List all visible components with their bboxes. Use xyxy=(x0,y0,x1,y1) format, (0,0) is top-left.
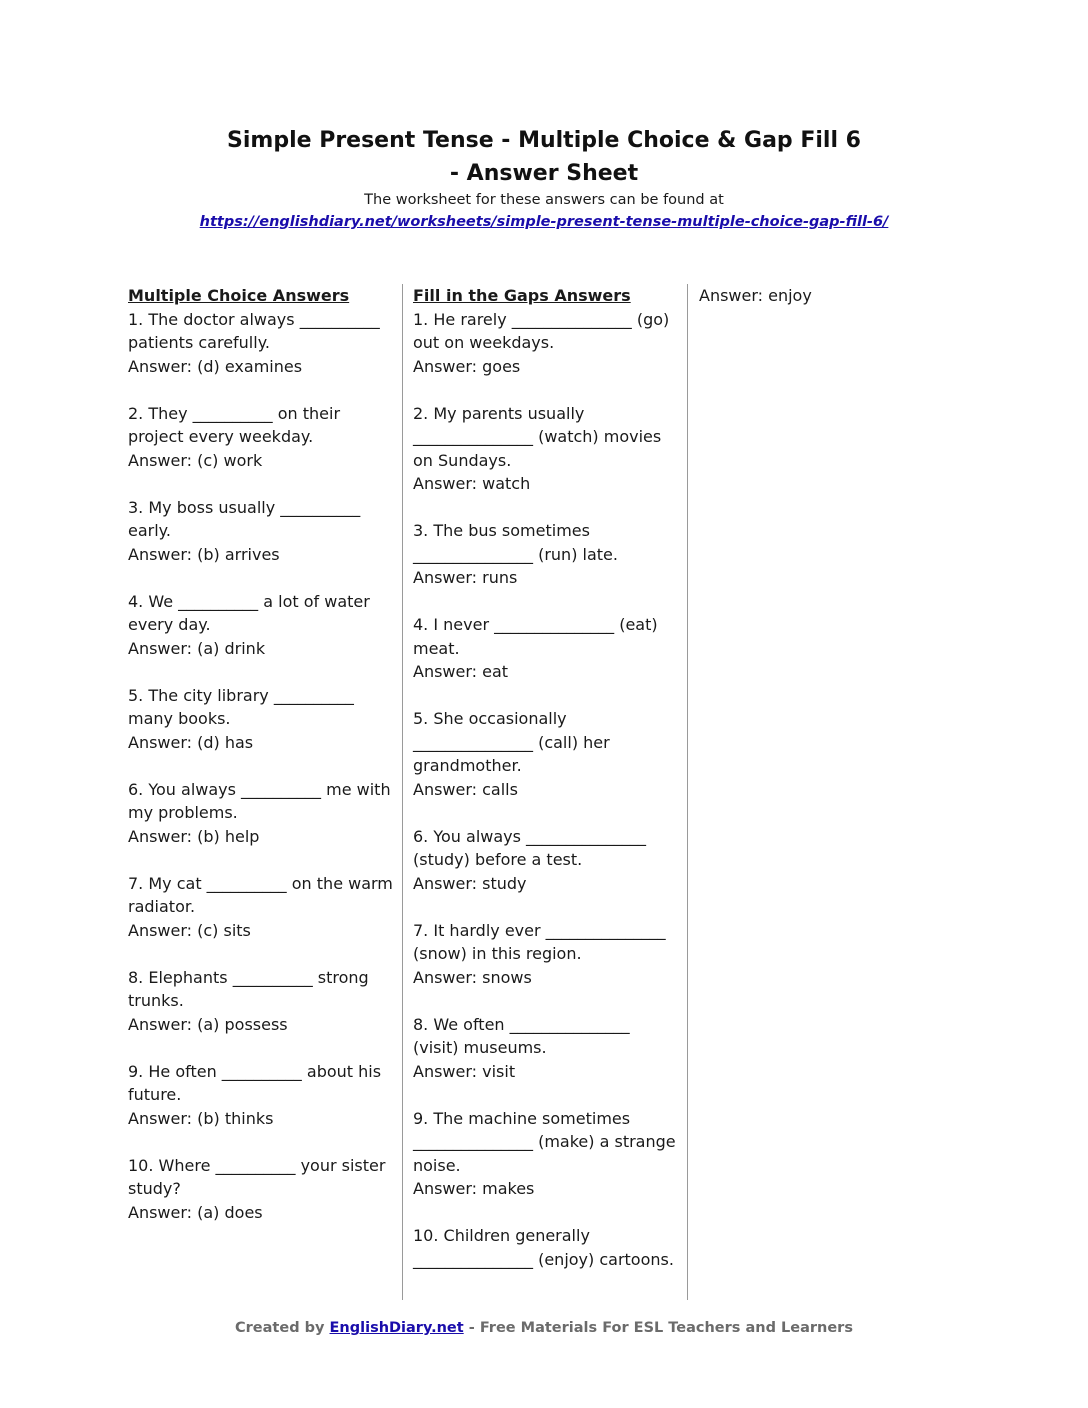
question-text: 3. My boss usually __________ early. xyxy=(128,497,361,540)
multiple-choice-heading: Multiple Choice Answers xyxy=(128,286,350,305)
answer-text: Answer: (b) help xyxy=(128,826,260,846)
question-text: 7. My cat __________ on the warm radiator. xyxy=(128,873,393,916)
footer-suffix: - Free Materials For ESL Teachers and Learners xyxy=(468,1320,853,1336)
worksheet-note: The worksheet for these answers can be found at xyxy=(364,192,724,208)
page-title: Simple Present Tense - Multiple Choice & Gap Fill 6 - Answer Sheet xyxy=(227,128,861,186)
answer-text: Answer: runs xyxy=(413,568,518,587)
question-text: 7. It hardly ever _______________ (snow) in this region. xyxy=(413,920,666,963)
answer-item xyxy=(128,590,393,661)
answer-text: Answer: (b) thinks xyxy=(128,1108,274,1128)
answer-item xyxy=(128,684,393,755)
answer-item xyxy=(128,402,393,473)
answer-item xyxy=(413,825,678,896)
answer-text: Answer: snows xyxy=(413,967,532,987)
answer-text: Answer: (b) arrives xyxy=(128,544,280,564)
answer-item xyxy=(128,872,393,943)
multiple-choice-column xyxy=(128,284,393,1248)
worksheet-link[interactable]: https://englishdiary.net/worksheets/simple-present-tense-multiple-choice-gap-fill-6/ xyxy=(199,214,889,230)
question-text: 4. We __________ a lot of water every day. xyxy=(128,591,370,634)
question-text: 9. The machine sometimes _______________ (make) a strange noise. xyxy=(413,1108,676,1175)
answer-item xyxy=(413,707,678,801)
answer-item xyxy=(413,613,678,684)
answer-item xyxy=(128,1060,393,1131)
question-text: 6. You always __________ me with my problems. xyxy=(128,779,391,822)
question-text: 9. He often __________ about his future. xyxy=(128,1061,382,1104)
answer-item xyxy=(128,778,393,849)
answer-item xyxy=(413,1224,678,1271)
answer-item xyxy=(413,308,678,379)
question-text: 6. You always _______________ (study) before a test. xyxy=(413,826,647,869)
question-text: 5. She occasionally _______________ (call) her grandmother. xyxy=(413,709,610,775)
column-divider xyxy=(687,284,688,1300)
continued-answer: Answer: enjoy xyxy=(699,286,812,305)
answer-item xyxy=(413,402,678,496)
question-text: 2. They __________ on their project every weekday. xyxy=(128,403,341,446)
answer-text: Answer: (d) has xyxy=(128,732,254,752)
answer-text: Answer: (a) does xyxy=(128,1202,263,1222)
answer-text: Answer: goes xyxy=(413,356,521,376)
column-divider xyxy=(402,284,403,1300)
answer-text: Answer: watch xyxy=(413,474,531,493)
question-text: 3. The bus sometimes _______________ (run) late. xyxy=(413,521,618,564)
question-text: 10. Children generally _______________ (enjoy) cartoons. xyxy=(413,1226,674,1269)
answer-item xyxy=(413,519,678,590)
continuation-column xyxy=(699,284,959,308)
question-text: 10. Where __________ your sister study? xyxy=(128,1155,386,1198)
gap-fill-column xyxy=(413,284,678,1295)
answer-text: Answer: makes xyxy=(413,1179,535,1198)
answer-item xyxy=(128,308,393,379)
footer-prefix: Created by xyxy=(235,1320,325,1336)
gap-fill-list xyxy=(413,308,678,1272)
answer-text: Answer: eat xyxy=(413,662,509,681)
answer-text: Answer: visit xyxy=(413,1061,516,1081)
answer-item xyxy=(413,1013,678,1084)
question-text: 5. The city library __________ many books. xyxy=(128,685,354,728)
multiple-choice-list xyxy=(128,308,393,1225)
answer-item xyxy=(128,1154,393,1225)
answer-item xyxy=(128,966,393,1037)
answer-text: Answer: (d) examines xyxy=(128,356,303,376)
question-text: 2. My parents usually _______________ (watch) movies on Sundays. xyxy=(413,403,662,470)
answer-text: Answer: calls xyxy=(413,779,518,799)
answer-text: Answer: (a) drink xyxy=(128,638,266,658)
question-text: 4. I never _______________ (eat) meat. xyxy=(413,615,658,658)
gap-fill-heading: Fill in the Gaps Answers xyxy=(413,286,631,305)
answer-text: Answer: (c) sits xyxy=(128,920,251,940)
answer-item xyxy=(413,1107,678,1201)
question-text: 1. The doctor always __________ patients carefully. xyxy=(128,309,380,352)
answer-text: Answer: study xyxy=(413,873,527,893)
page-header xyxy=(0,124,1088,233)
answer-text: Answer: (c) work xyxy=(128,450,263,470)
answer-item xyxy=(413,919,678,990)
footer-brand-link[interactable]: EnglishDiary.net xyxy=(329,1320,464,1336)
answer-text: Answer: (a) possess xyxy=(128,1014,288,1034)
question-text: 8. We often _______________ (visit) museums. xyxy=(413,1014,630,1057)
question-text: 1. He rarely _______________ (go) out on weekdays. xyxy=(413,309,670,352)
answer-item xyxy=(128,496,393,567)
page-footer xyxy=(0,1320,1088,1336)
question-text: 8. Elephants __________ strong trunks. xyxy=(128,967,369,1010)
